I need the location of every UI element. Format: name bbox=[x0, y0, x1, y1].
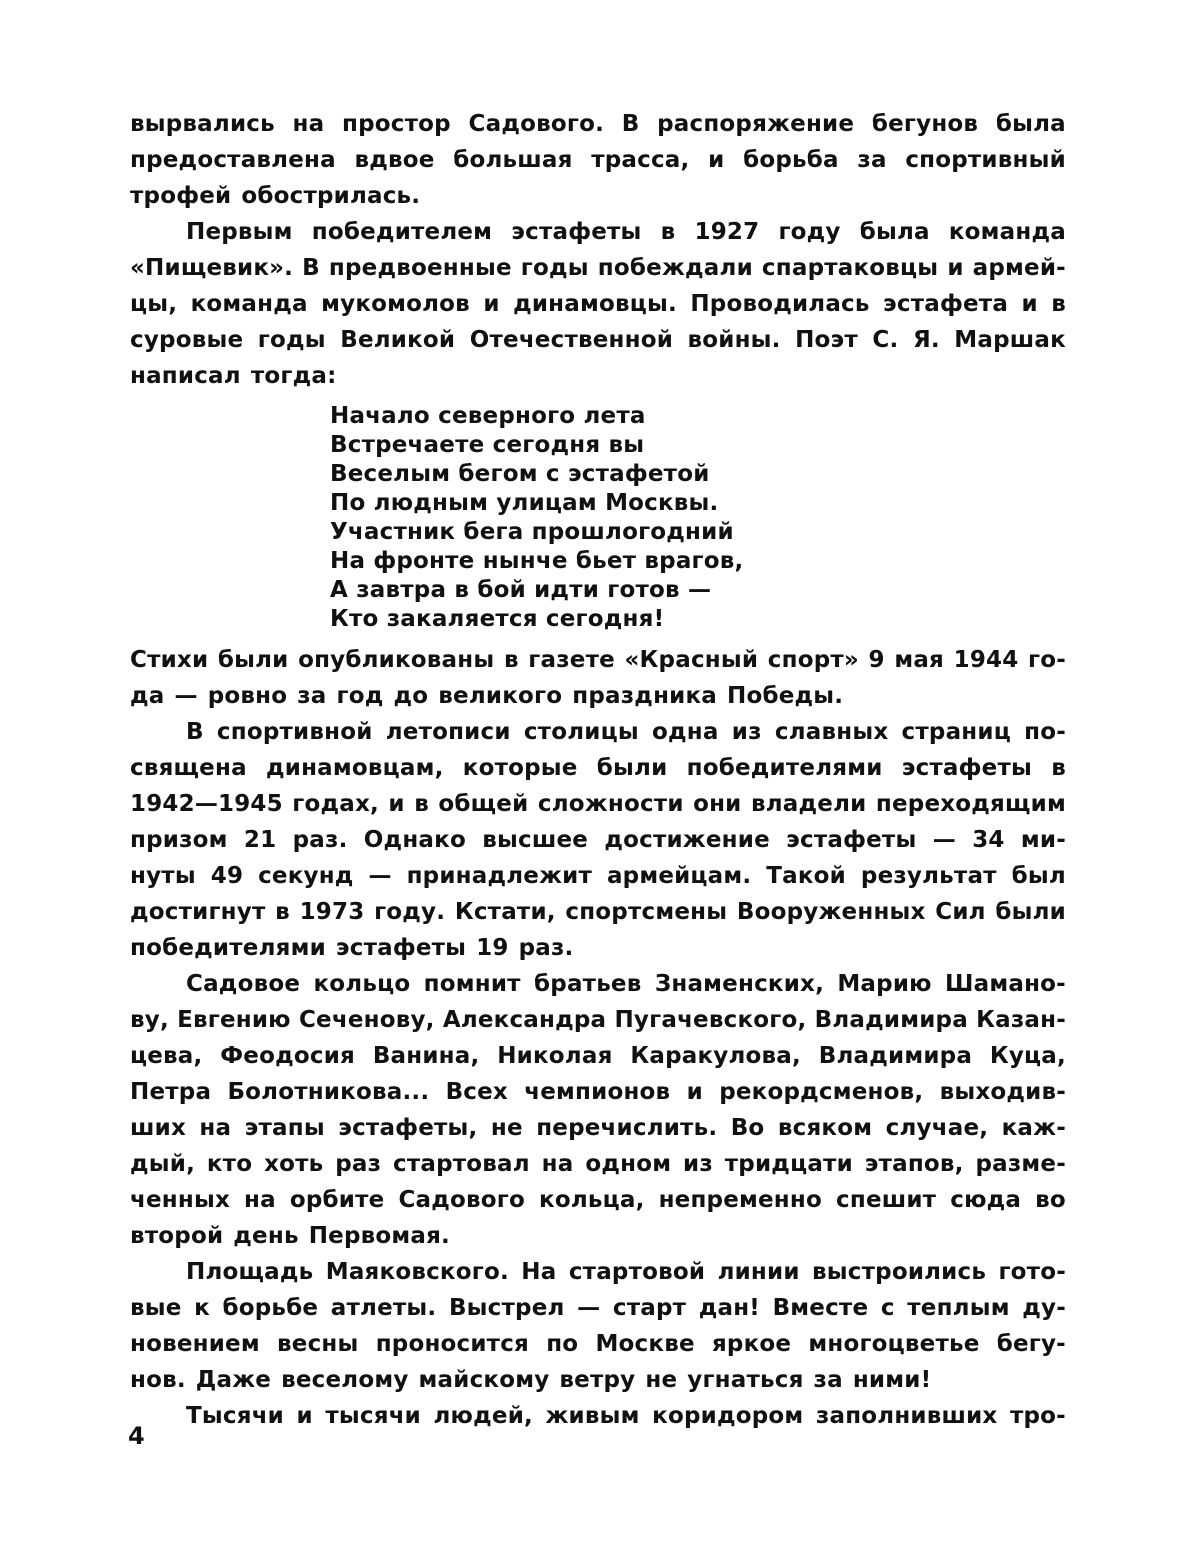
word: тысячи bbox=[325, 1403, 421, 1429]
word: «Пищевик». bbox=[130, 255, 294, 281]
word: году bbox=[778, 219, 841, 245]
word: второй bbox=[130, 1223, 224, 1249]
text-line bbox=[130, 750, 1066, 786]
word: выстроились bbox=[812, 1259, 987, 1285]
word: достигнут bbox=[130, 899, 266, 925]
word: годы bbox=[520, 255, 589, 281]
word: новением bbox=[130, 1331, 260, 1357]
word: Отечественной bbox=[469, 327, 674, 353]
text-line bbox=[130, 1326, 1066, 1362]
word: братьев bbox=[534, 971, 642, 997]
word: предоставлена bbox=[130, 147, 336, 173]
word: 1942—1945 bbox=[130, 791, 283, 817]
word: из bbox=[731, 719, 762, 745]
word: Сеченову, bbox=[298, 1007, 435, 1033]
word: на bbox=[541, 1151, 574, 1177]
word: теплым bbox=[907, 1295, 1010, 1321]
word: результат bbox=[860, 863, 997, 889]
word: ду- bbox=[1022, 1295, 1066, 1321]
poem bbox=[130, 402, 1066, 634]
word: Однако bbox=[363, 827, 466, 853]
text-line bbox=[130, 322, 1066, 358]
word: стартовал bbox=[393, 1151, 530, 1177]
word: Каракулова, bbox=[630, 1043, 801, 1069]
word: 19 bbox=[476, 935, 509, 961]
word: священа bbox=[130, 755, 247, 781]
word: простор bbox=[342, 111, 451, 137]
word: спешит bbox=[836, 1187, 937, 1213]
word: годы bbox=[257, 327, 326, 353]
word: Пугачевского, bbox=[614, 1007, 807, 1033]
word: Владимира bbox=[814, 1007, 968, 1033]
word: на bbox=[292, 111, 325, 137]
text-line bbox=[130, 250, 1066, 286]
word: всяком bbox=[777, 1115, 873, 1141]
word: раз bbox=[335, 1151, 382, 1177]
word: Победы. bbox=[727, 683, 844, 709]
word: гото- bbox=[998, 1259, 1066, 1285]
word: победителями bbox=[686, 755, 883, 781]
word: разме- bbox=[975, 1151, 1066, 1177]
word: в bbox=[275, 899, 290, 925]
word: и bbox=[388, 791, 405, 817]
word: к bbox=[194, 1295, 210, 1321]
word: Садового. bbox=[468, 111, 605, 137]
text-line bbox=[130, 214, 1066, 250]
word: эстафета bbox=[883, 291, 1009, 317]
word: нуты bbox=[130, 863, 196, 889]
word: Садового bbox=[398, 1187, 526, 1213]
word: призом bbox=[130, 827, 228, 853]
word: в bbox=[503, 647, 519, 673]
word: веселому bbox=[281, 1367, 409, 1393]
word: трасса, bbox=[591, 147, 690, 173]
word: В bbox=[302, 255, 320, 281]
word: написал bbox=[130, 363, 241, 389]
text-line bbox=[130, 822, 1066, 858]
word: С. bbox=[872, 327, 899, 353]
word: и bbox=[947, 255, 964, 281]
word: годах, bbox=[292, 791, 379, 817]
word: армей- bbox=[972, 255, 1066, 281]
word: раз. bbox=[292, 827, 348, 853]
word: Во bbox=[730, 1115, 765, 1141]
text-line bbox=[130, 930, 1066, 966]
word: Тысячи bbox=[186, 1403, 284, 1429]
word: вдвое bbox=[354, 147, 435, 173]
body-text bbox=[130, 106, 1066, 1434]
word: 34 bbox=[972, 827, 1005, 853]
word: трофей bbox=[130, 183, 232, 209]
word: была bbox=[859, 219, 930, 245]
word: Такой bbox=[766, 863, 846, 889]
word: Москве bbox=[595, 1331, 695, 1357]
word: был bbox=[1011, 863, 1066, 889]
word: чемпионов bbox=[524, 1079, 671, 1105]
word: спортивный bbox=[905, 147, 1066, 173]
word: из bbox=[683, 1151, 713, 1177]
word: В bbox=[621, 111, 640, 137]
text-line bbox=[130, 286, 1066, 322]
text-line bbox=[130, 714, 1066, 750]
word: бегу- bbox=[996, 1331, 1066, 1357]
text-line bbox=[130, 894, 1066, 930]
word: Сил bbox=[935, 899, 986, 925]
word: летописи bbox=[385, 719, 511, 745]
word: ших bbox=[130, 1115, 186, 1141]
word: случае, bbox=[885, 1115, 989, 1141]
word: Казан- bbox=[976, 1007, 1066, 1033]
poem-spacer bbox=[130, 634, 1066, 642]
word: 49 bbox=[210, 863, 244, 889]
word: эстафеты bbox=[511, 219, 642, 245]
word: этапов, bbox=[864, 1151, 964, 1177]
word: не bbox=[490, 1115, 523, 1141]
word: победителем bbox=[311, 219, 493, 245]
page-number: 4 bbox=[128, 1422, 145, 1450]
word: коридором bbox=[652, 1403, 804, 1429]
word: в bbox=[1051, 291, 1066, 317]
word: стартовой bbox=[568, 1259, 706, 1285]
text-line bbox=[130, 358, 1066, 394]
word: по- bbox=[1024, 719, 1066, 745]
word: Ванина, bbox=[372, 1043, 480, 1069]
word: динамовцы. bbox=[513, 291, 677, 317]
word: ними! bbox=[852, 1367, 932, 1393]
word: на bbox=[244, 1187, 276, 1213]
word: суровые bbox=[130, 327, 244, 353]
word: дан! bbox=[698, 1295, 760, 1321]
word: мукомолов bbox=[321, 291, 470, 317]
word: день bbox=[233, 1223, 299, 1249]
word: принадлежит bbox=[406, 863, 593, 889]
word: за bbox=[297, 683, 327, 709]
word: были bbox=[596, 755, 668, 781]
word: ми- bbox=[1020, 827, 1066, 853]
word: Садовое bbox=[186, 971, 301, 997]
word: Владимира bbox=[818, 1043, 973, 1069]
word: Знаменских, bbox=[654, 971, 825, 997]
word: В bbox=[186, 719, 204, 745]
word: Я. bbox=[912, 327, 940, 353]
text-line bbox=[130, 966, 1066, 1002]
text-line bbox=[130, 786, 1066, 822]
word: рекордсменов, bbox=[719, 1079, 924, 1105]
word: каж- bbox=[1001, 1115, 1066, 1141]
poem-line: А завтра в бой идти готов — bbox=[330, 577, 712, 603]
word: Александра bbox=[442, 1007, 607, 1033]
word: год bbox=[336, 683, 384, 709]
word: Стихи bbox=[130, 647, 209, 673]
word: за bbox=[857, 147, 887, 173]
word: были bbox=[995, 899, 1066, 925]
word: Великой bbox=[340, 327, 456, 353]
word: и bbox=[686, 1079, 703, 1105]
word: мая bbox=[894, 647, 945, 673]
word: раз. bbox=[518, 935, 574, 961]
text-line bbox=[130, 1182, 1066, 1218]
word: была bbox=[995, 111, 1066, 137]
word: кольца, bbox=[539, 1187, 645, 1213]
word: в bbox=[1051, 755, 1066, 781]
word: тридцати bbox=[724, 1151, 853, 1177]
word: которые bbox=[462, 755, 578, 781]
word: они bbox=[693, 791, 742, 817]
word: 9 bbox=[868, 647, 885, 673]
text-line bbox=[130, 642, 1066, 678]
word: большая bbox=[453, 147, 573, 173]
word: Болотникова... bbox=[227, 1079, 430, 1105]
word: достижение bbox=[604, 827, 770, 853]
word: тро- bbox=[1009, 1403, 1066, 1429]
word: угнаться bbox=[687, 1367, 804, 1393]
word: владели bbox=[750, 791, 867, 817]
word: нов. bbox=[130, 1367, 186, 1393]
word: не bbox=[645, 1367, 678, 1393]
word: — bbox=[932, 827, 956, 853]
text-line bbox=[130, 1362, 1066, 1398]
word: и bbox=[1021, 291, 1038, 317]
word: проносится bbox=[375, 1331, 530, 1357]
word: победителями bbox=[130, 935, 326, 961]
word: команда bbox=[190, 291, 308, 317]
word: переходящим bbox=[875, 791, 1066, 817]
word: Всех bbox=[445, 1079, 508, 1105]
word: Маяковского. bbox=[325, 1259, 509, 1285]
word: 1944 bbox=[953, 647, 1019, 673]
word: 1927 bbox=[694, 219, 760, 245]
word: непременно bbox=[658, 1187, 822, 1213]
word: помнит bbox=[423, 971, 521, 997]
word: одном bbox=[585, 1151, 672, 1177]
word: 21 bbox=[243, 827, 277, 853]
word: Вооруженных bbox=[736, 899, 926, 925]
word: Николая bbox=[497, 1043, 613, 1069]
word: вые bbox=[130, 1295, 182, 1321]
word: спортсмены bbox=[565, 899, 728, 925]
word: столицы bbox=[523, 719, 639, 745]
text-line bbox=[130, 858, 1066, 894]
word: этапы bbox=[244, 1115, 325, 1141]
word: Выстрел bbox=[448, 1295, 565, 1321]
word: Шамано- bbox=[945, 971, 1066, 997]
word: ветру bbox=[559, 1367, 636, 1393]
word: Первомая. bbox=[308, 1223, 450, 1249]
word: бегунов bbox=[871, 111, 979, 137]
text-line bbox=[130, 1254, 1066, 1290]
word: Петра bbox=[130, 1079, 212, 1105]
word: ровно bbox=[207, 683, 288, 709]
word: Первым bbox=[186, 219, 293, 245]
word: и bbox=[483, 291, 500, 317]
word: спартаковцы bbox=[761, 255, 939, 281]
text-line bbox=[130, 1002, 1066, 1038]
word: одна bbox=[652, 719, 719, 745]
word: динамовцам, bbox=[266, 755, 444, 781]
word: распоряжение bbox=[657, 111, 855, 137]
word: Даже bbox=[195, 1367, 272, 1393]
word: спортивной bbox=[216, 719, 373, 745]
text-line bbox=[130, 1218, 1066, 1254]
word: атлеты. bbox=[330, 1295, 437, 1321]
word: славных bbox=[774, 719, 889, 745]
word: Евгению bbox=[177, 1007, 291, 1033]
word: борьба bbox=[743, 147, 839, 173]
word: «Красный bbox=[624, 647, 759, 673]
word: эстафеты, bbox=[338, 1115, 478, 1141]
word: борьбе bbox=[222, 1295, 319, 1321]
word: на bbox=[199, 1115, 232, 1141]
word: были bbox=[217, 647, 289, 673]
poem-line: Кто закаляется сегодня! bbox=[330, 606, 665, 632]
text-line bbox=[130, 106, 1066, 142]
text-line bbox=[130, 1074, 1066, 1110]
word: цева, bbox=[130, 1043, 203, 1069]
word: великого bbox=[438, 683, 563, 709]
word: Куца, bbox=[989, 1043, 1066, 1069]
word: Марию bbox=[837, 971, 932, 997]
text-line bbox=[130, 1038, 1066, 1074]
word: ченных bbox=[130, 1187, 231, 1213]
word: побеждали bbox=[597, 255, 753, 281]
word: — bbox=[174, 683, 198, 709]
word: линии bbox=[717, 1259, 800, 1285]
word: тогда: bbox=[250, 363, 337, 389]
word: — bbox=[577, 1295, 601, 1321]
word: эстафеты bbox=[786, 827, 917, 853]
text-line bbox=[130, 1398, 1066, 1434]
word: дый, bbox=[130, 1151, 196, 1177]
word: Кстати, bbox=[454, 899, 556, 925]
word: до bbox=[393, 683, 429, 709]
word: яркое bbox=[711, 1331, 792, 1357]
word: эстафеты bbox=[901, 755, 1033, 781]
word: за bbox=[813, 1367, 843, 1393]
word: Поэт bbox=[795, 327, 858, 353]
word: людей, bbox=[433, 1403, 533, 1429]
poem-line: Веселым бегом с эстафетой bbox=[330, 461, 710, 487]
word: страниц bbox=[901, 719, 1011, 745]
word: в bbox=[660, 219, 676, 245]
text-line bbox=[130, 178, 1066, 214]
word: и bbox=[708, 147, 725, 173]
word: газете bbox=[528, 647, 615, 673]
word: 1973 bbox=[299, 899, 365, 925]
word: Проводилась bbox=[690, 291, 870, 317]
word: опубликованы bbox=[298, 647, 495, 673]
word: обострилась. bbox=[241, 183, 421, 209]
word: высшее bbox=[482, 827, 589, 853]
poem-line: Встречаете сегодня вы bbox=[330, 432, 645, 458]
text-line bbox=[130, 678, 1066, 714]
word: цы, bbox=[130, 291, 178, 317]
word: в bbox=[414, 791, 429, 817]
word: предвоенные bbox=[328, 255, 512, 281]
word: — bbox=[368, 863, 392, 889]
text-line bbox=[130, 1290, 1066, 1326]
poem-line: Начало северного лета bbox=[330, 403, 646, 429]
word: году. bbox=[374, 899, 446, 925]
word: спорт» bbox=[767, 647, 859, 673]
word: секунд bbox=[258, 863, 354, 889]
word: Вместе bbox=[772, 1295, 869, 1321]
word: выходив- bbox=[939, 1079, 1066, 1105]
word: старт bbox=[612, 1295, 687, 1321]
word: многоцветье bbox=[808, 1331, 980, 1357]
word: майскому bbox=[418, 1367, 550, 1393]
word: кольцо bbox=[313, 971, 411, 997]
word: орбите bbox=[289, 1187, 385, 1213]
word: эстафеты bbox=[335, 935, 467, 961]
word: заполнивших bbox=[815, 1403, 998, 1429]
word: сюда bbox=[950, 1187, 1022, 1213]
word: живым bbox=[545, 1403, 640, 1429]
word: и bbox=[296, 1403, 313, 1429]
word: праздника bbox=[572, 683, 718, 709]
word: войны. bbox=[687, 327, 781, 353]
word: Площадь bbox=[186, 1259, 314, 1285]
word: армейцам. bbox=[606, 863, 752, 889]
poem-line: По людным улицам Москвы. bbox=[330, 490, 719, 516]
word: На bbox=[521, 1259, 557, 1285]
word: да bbox=[130, 683, 165, 709]
word: с bbox=[880, 1295, 895, 1321]
word: Маршак bbox=[954, 327, 1066, 353]
word: перечислить. bbox=[536, 1115, 718, 1141]
word: го- bbox=[1028, 647, 1066, 673]
text-line bbox=[130, 1110, 1066, 1146]
text-line bbox=[130, 1146, 1066, 1182]
text-line bbox=[130, 142, 1066, 178]
word: хоть bbox=[264, 1151, 324, 1177]
word: весны bbox=[277, 1331, 359, 1357]
poem-line: Участник бега прошлогодний bbox=[330, 519, 734, 545]
word: Феодосия bbox=[220, 1043, 355, 1069]
word: ву, bbox=[130, 1007, 169, 1033]
word: сложности bbox=[537, 791, 684, 817]
word: по bbox=[546, 1331, 579, 1357]
poem-line: На фронте нынче бьет врагов, bbox=[330, 548, 744, 574]
word: вырвались bbox=[130, 111, 275, 137]
word: во bbox=[1035, 1187, 1066, 1213]
word: общей bbox=[438, 791, 529, 817]
word: команда bbox=[948, 219, 1066, 245]
word: кто bbox=[206, 1151, 253, 1177]
